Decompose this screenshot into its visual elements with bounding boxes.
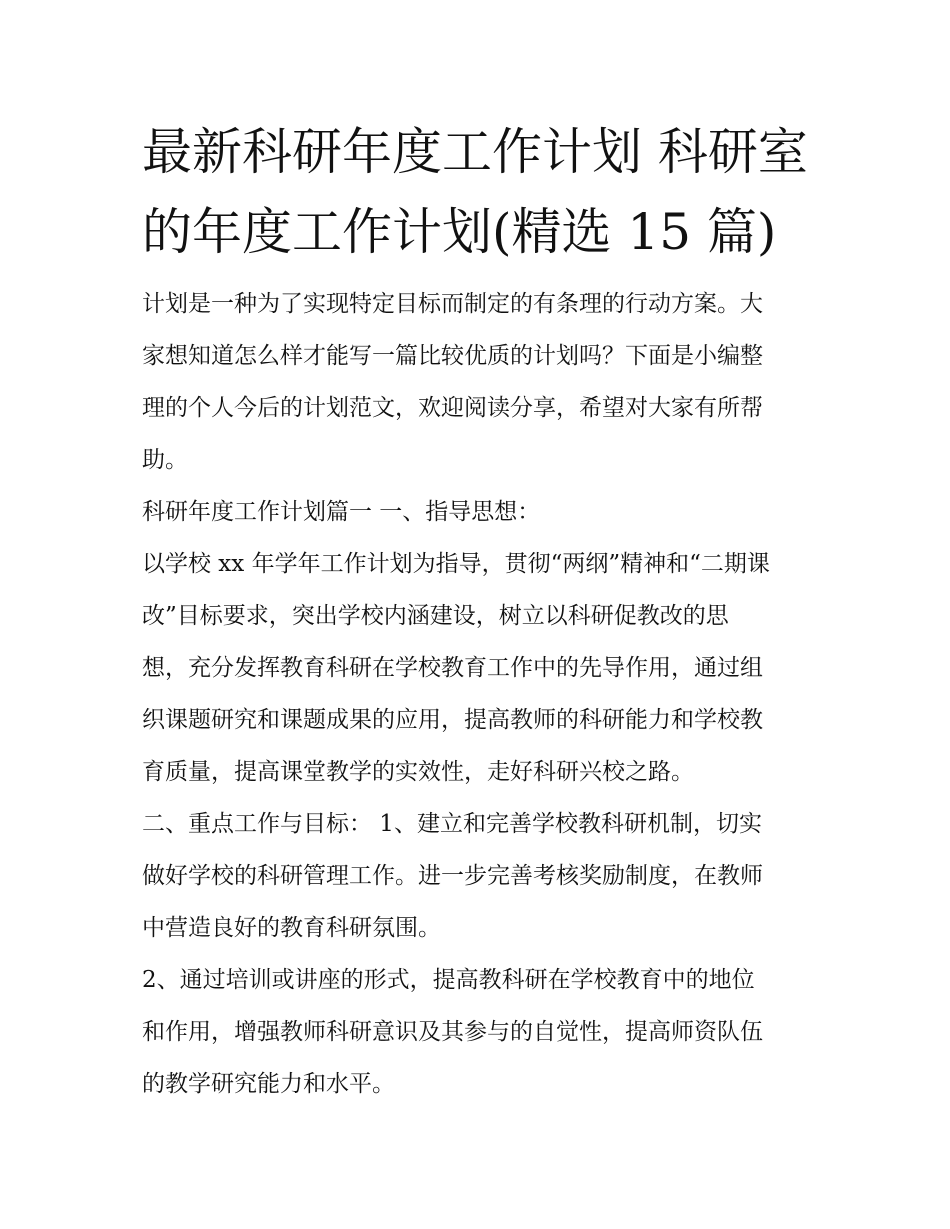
text-line: 育质量，提高课堂教学的实效性，走好科研兴校之路。 [142, 759, 694, 785]
text-line: 的教学研究能力和水平。 [142, 1071, 395, 1097]
section-heading [142, 486, 832, 538]
text-line: 中营造良好的教育科研氛围。 [142, 915, 441, 941]
text-line: 改”目标要求，突出学校内涵建设，树立以科研促教改的思 [142, 603, 729, 629]
document-title [142, 112, 832, 272]
text-line: 家想知道怎么样才能写一篇比较优质的计划吗？下面是小编整 [142, 343, 763, 369]
text-line: 想，充分发挥教育科研在学校教育工作中的先导作用，通过组 [142, 655, 763, 681]
text-line: 计划是一种为了实现特定目标而制定的有条理的行动方案。大 [142, 291, 763, 317]
paragraph-guiding-thought [142, 538, 832, 798]
text-line: 2、通过培训或讲座的形式，提高教科研在学校教育中的地位 [142, 967, 755, 993]
paragraph-key-work-2 [142, 954, 832, 1110]
text-line: 理的个人今后的计划范文，欢迎阅读分享，希望对大家有所帮 [142, 395, 763, 421]
text-line: 织课题研究和课题成果的应用，提高教师的科研能力和学校教 [142, 707, 763, 733]
paragraph-intro [142, 278, 832, 486]
text-line: 助。 [142, 447, 188, 473]
document-body [142, 278, 832, 1110]
text-line: 和作用，增强教师科研意识及其参与的自觉性，提高师资队伍 [142, 1019, 763, 1045]
title-line: 最新科研年度工作计划 科研室 [142, 123, 808, 181]
text-line: 科研年度工作计划篇一 一、指导思想： [142, 499, 541, 525]
text-line: 以学校 xx 年学年工作计划为指导，贯彻“两纲”精神和“二期课 [142, 551, 770, 577]
text-line: 二、重点工作与目标： 1、建立和完善学校教科研机制，切实 [142, 811, 762, 837]
paragraph-key-work-1 [142, 798, 832, 954]
title-line: 的年度工作计划(精选 15 篇) [142, 203, 777, 261]
text-line: 做好学校的科研管理工作。进一步完善考核奖励制度，在教师 [142, 863, 763, 889]
